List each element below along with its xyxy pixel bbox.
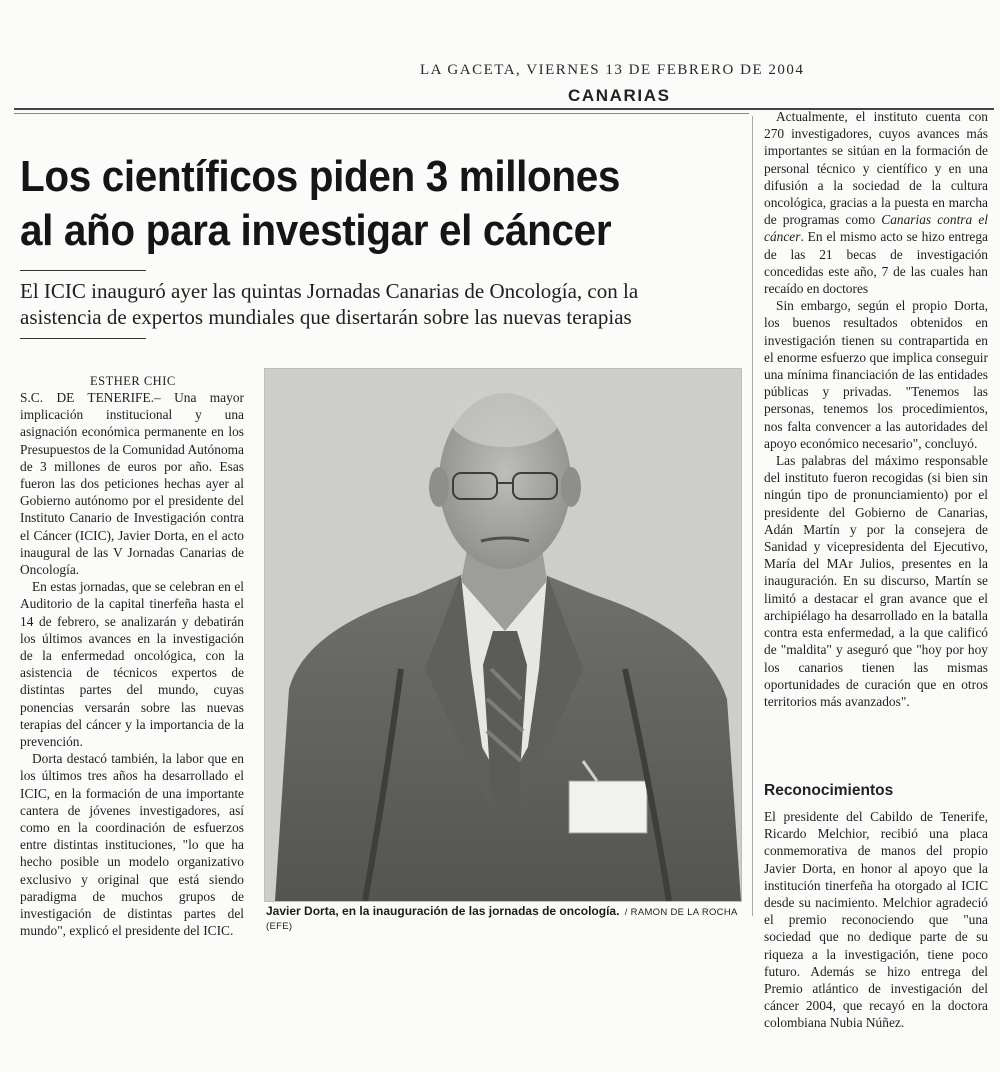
col3-paragraph-3: Las palabras del máximo responsable del instituto fueron recogidas (si bien sin ningún tipo de pronunciamiento) por el presidente del Gobierno de Canarias, Adán Martín y por la consejera de Sanidad y vicepresidenta del Ejecutivo, María del MAr Julios, presentes en la inauguración. En su discurso, Martín se limitó a destacar el gran avance que el archipiélago ha desarrollado en la batalla contra esta enfermedad, a la que calificó de "maldita" y aseguró que "hoy por hoy los canarios tienen las mismas oportunidades de curación que en otros territorios más avanzados". [764, 453, 988, 709]
col3-paragraph-2: Sin embargo, según el propio Dorta, los buenos resultados obtenidos en investigación tienen su contrapartida en el enorme esfuerzo que implica conseguir una mínima financiación de las entidades públicas y privadas. "Tenemos las personas, tenemos los procedimientos, nos falta convencer a las autoridades del apoyo económico necesario", concluyó. [764, 298, 988, 451]
paragraph-2: En estas jornadas, que se celebran en el Auditorio de la capital tinerfeña hasta el 14 de febrero, se analizarán y debatirán los últimos avances en la investigación de la enfermedad oncológica, con la asistencia de técnicos expertos de distintas partes del mundo, cuyas ponencias versarán sobre las nuevas terapias del cáncer y la importancia de la prevención. [20, 579, 244, 750]
col3-p1-end: . En el mismo acto se hizo entrega de las 21 becas de investigación concedidas este año, 7 de las cuales han recaído en doctores [764, 229, 988, 297]
top-rule-secondary [14, 113, 749, 114]
masthead: LA GACETA, VIERNES 13 DE FEBRERO DE 2004 [420, 62, 805, 78]
subhead-rule-top [20, 270, 146, 271]
col3b-paragraph-1: El presidente del Cabildo de Tenerife, Ricardo Melchior, recibió una placa conmemorativa de manos del propio Javier Dorta, en honor al apoyo que la institución tinerfeña ha otorgado al ICIC desde su nacimiento. Melchior agradeció el premio reconociendo que "una sociedad que no dedique parte de su riqueza a la investigación, tiene poco futuro. Además se hizo entrega del Premio atlántico de investigación del cáncer 2004, que recayó en la doctora colombiana Nubia Núñez. [764, 809, 988, 1031]
column-divider [752, 116, 753, 916]
news-photo [264, 368, 742, 902]
paragraph-1 [20, 389, 244, 578]
headline-line-2: al año para investigar el cáncer [20, 206, 612, 255]
subhead-line-2: asistencia de expertos mundiales que disertarán sobre las nuevas terapias [20, 305, 632, 329]
paragraph-1-text: Una mayor implicación institucional y una asignación económica permanente en los Presupuestos de la Comunidad Autónoma de 3 millones de euros por año. Esas fueron las dos peticiones hechas ayer al Gobierno autónomo por el presidente del Instituto Canario de Investigación contra el Cáncer (ICIC), Javier Dorta, en el acto inaugural de las V Jornadas Canarias de Oncología. [20, 390, 244, 578]
col3-p1-text: Actualmente, el instituto cuenta con 270 investigadores, cuyos avances más importantes se sitúan en la formación de personal técnico y científico y en una difusión a la sociedad de la cultura oncológica, gracias a la puesta en marcha de programas como [764, 109, 988, 228]
subhead [20, 278, 740, 330]
column-3 [764, 108, 988, 710]
section-label: CANARIAS [568, 86, 671, 105]
program-name: Canarias contra el cáncer [764, 212, 988, 245]
subhead-line-1: El ICIC inauguró ayer las quintas Jornadas Canarias de Oncología, con la [20, 279, 639, 303]
headline [20, 150, 692, 258]
column-3-continued [764, 808, 988, 1032]
subhead-rule-bottom [20, 338, 146, 339]
photo-credit: / RAMON DE LA ROCHA (EFE) [266, 907, 738, 932]
section-subtitle: Reconocimientos [764, 782, 894, 799]
headline-line-1: Los científicos piden 3 millones [20, 152, 621, 201]
column-1 [20, 389, 244, 940]
portrait-illustration [265, 369, 741, 901]
col3-paragraph-1 [764, 108, 988, 297]
caption-text: Javier Dorta, en la inauguración de las jornadas de oncología. [266, 904, 620, 918]
photo-caption [266, 904, 746, 932]
dateline: S.C. DE TENERIFE.– [20, 390, 161, 405]
paragraph-3: Dorta destacó también, la labor que en los últimos tres años ha desarrollado el ICIC, en la formación de una importante cantera de jóvenes investigadores, así como en la coordinación de esfuerzos entre distintas instituciones, "lo que ha hecho posible un modelo organizativo exclusivo y original que está siendo paradigma de muchos grupos de investigación de distintas partes del mundo", explicó el presidente del ICIC. [20, 751, 244, 939]
byline-author: ESTHER CHIC [90, 374, 176, 388]
